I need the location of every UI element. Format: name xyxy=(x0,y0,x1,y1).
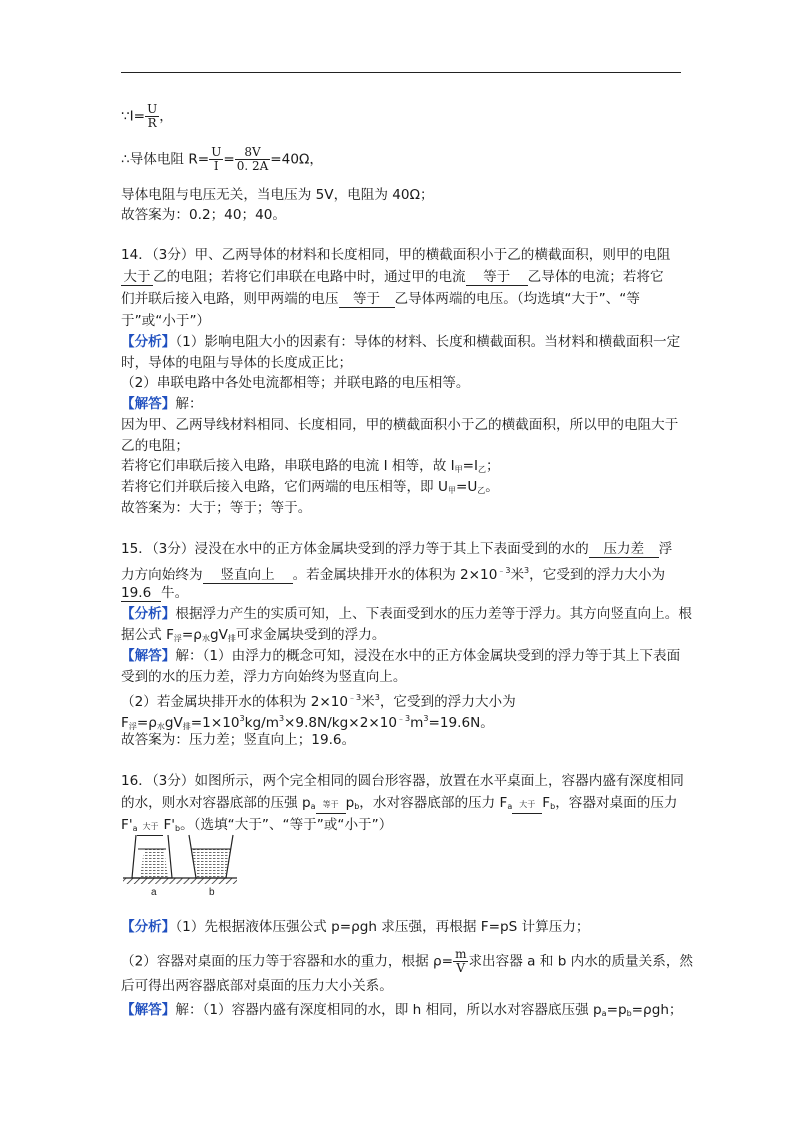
text: ，它受到的浮力大小为 xyxy=(529,567,666,583)
q15-answer: 故答案为：压力差；竖直向上；19.6。 xyxy=(121,732,356,748)
superscript: 3 xyxy=(524,566,530,575)
subscript: a xyxy=(507,802,513,811)
subscript: 水 xyxy=(156,722,165,731)
text: =1×10 xyxy=(190,715,240,731)
subscript: a xyxy=(310,802,316,811)
q14-line4: 于”或“小于”） xyxy=(121,313,211,329)
text: 米 xyxy=(361,694,375,710)
subscript: 乙 xyxy=(477,486,486,495)
q15-solution-line3 xyxy=(121,689,516,711)
numerator: 8V xyxy=(235,146,271,160)
text: 若将它们串联后接入电路，串联电路的电流 I 相等，故 I xyxy=(121,458,455,474)
q16-analysis-line2 xyxy=(121,948,693,975)
text: ， xyxy=(159,108,173,125)
q15-solution-line2: 受到的水的压力差，浮力方向始终为竖直向上。 xyxy=(121,669,407,685)
text: 。（选填“大于”、“等于”或“小于”） xyxy=(180,817,393,833)
q14-analysis-line2: 时，导体的电阻与导体的长度成正比； xyxy=(121,355,353,371)
text: 求出容器 a 和 b 内水的质量关系，然 xyxy=(468,953,694,970)
text: （1）影响电阻大小的因素有：导体的材料、长度和横截面积。当材料和横截面积一定 xyxy=(175,334,681,350)
solution-tag: 【解答】 xyxy=(121,396,176,412)
text: gV xyxy=(209,627,228,643)
text: =40Ω， xyxy=(270,151,323,168)
subscript: 浮 xyxy=(173,634,182,643)
text: F' xyxy=(121,817,133,833)
subscript: b xyxy=(354,802,360,811)
text: =p xyxy=(606,1002,627,1018)
q16-analysis-line3: 后可得出两容器底部对桌面的压力大小关系。 xyxy=(121,978,393,994)
q15-line1 xyxy=(121,540,672,558)
text: p xyxy=(345,795,355,811)
text: 牛。 xyxy=(161,585,189,601)
q14-solution-line3 xyxy=(121,457,500,479)
analysis-tag: 【分析】 xyxy=(121,606,176,622)
text: F xyxy=(121,715,129,731)
superscript: ﹣3 xyxy=(397,714,411,723)
q14-solution-line1: 因为甲、乙两导线材料相同、长度相同，甲的横截面积小于乙的横截面积，所以甲的电阻大于 xyxy=(121,417,679,433)
text: 的水，则水对容器底部的压强 p xyxy=(121,795,311,811)
denominator: I xyxy=(213,159,219,173)
q13-line3: 导体电阻与电压无关，当电压为 5V，电阻为 40Ω； xyxy=(121,187,434,203)
text: =I xyxy=(462,458,479,474)
text: =ρ xyxy=(181,627,202,643)
subscript: 浮 xyxy=(128,722,137,731)
text: （1）先根据液体压强公式 p=ρgh 求压强，再根据 F=pS 计算压力； xyxy=(175,919,590,935)
text: 。 xyxy=(485,479,499,495)
text: F xyxy=(542,795,551,811)
q13-since-line xyxy=(121,103,173,130)
q14-solution-line4 xyxy=(121,478,499,500)
text: 15．（3分）浸没在水中的正方体金属块受到的浮力等于其上下表面受到的水的 xyxy=(121,541,589,557)
q15-line2 xyxy=(121,562,665,584)
text: 们并联后接入电路，则甲两端的电压 xyxy=(121,291,339,307)
text: ，容器对桌面的压力 xyxy=(555,795,678,811)
subscript: a xyxy=(132,824,138,833)
text: 乙导体两端的电压。（均选填“大于”、“等 xyxy=(394,291,640,307)
figure-label-a: a xyxy=(151,887,157,898)
text: ∴导体电阻 R= xyxy=(121,151,210,168)
q15-line3 xyxy=(121,584,188,602)
superscript: ﹣3 xyxy=(348,693,362,702)
numerator: U xyxy=(147,102,158,116)
text: ，它受到的浮力大小为 xyxy=(379,694,516,710)
numerator: U xyxy=(211,145,222,159)
answer-blank: 19.6 xyxy=(121,585,161,602)
text: =U xyxy=(455,479,478,495)
q16-analysis-line1 xyxy=(121,918,590,936)
fraction-8v-over-02a xyxy=(235,146,271,173)
answer-blank: 大于 xyxy=(512,797,542,814)
text: 解：（1）由浮力的概念可知，浸没在水中的正方体金属块受到的浮力等于其上下表面 xyxy=(175,648,681,664)
figure-label-b: b xyxy=(209,887,215,898)
subscript: 甲 xyxy=(447,486,456,495)
text: 若将它们并联后接入电路，它们两端的电压相等，即 U xyxy=(121,479,448,495)
q14-line3 xyxy=(121,290,640,308)
q14-solution-line2: 乙的电阻； xyxy=(121,438,189,454)
answer-blank: 等于 xyxy=(316,797,346,814)
text: 可求金属块受到的浮力。 xyxy=(235,627,386,643)
superscript: 3 xyxy=(278,714,285,723)
q14-analysis-line3: （2）串联电路中各处电流都相等；并联电路的电压相等。 xyxy=(121,375,470,391)
text: （2）若金属块排开水的体积为 2×10 xyxy=(121,694,349,710)
subscript: a xyxy=(601,1009,607,1018)
table-hatch xyxy=(123,878,237,884)
q16-solution-line1 xyxy=(121,1001,683,1023)
text: （2）容器对桌面的压力等于容器和水的重力，根据 ρ= xyxy=(121,953,454,970)
solution-tag: 【解答】 xyxy=(121,648,176,664)
text: 米 xyxy=(510,567,525,583)
text: ，水对容器底部的压力 F xyxy=(359,795,508,811)
subscript: 甲 xyxy=(454,465,463,474)
answer-blank: 竖直向上 xyxy=(203,567,293,584)
q15-analysis-line2 xyxy=(121,626,385,648)
answer-blank: 等于 xyxy=(466,269,528,286)
q13-answer: 故答案为：0.2；40；40。 xyxy=(121,207,286,223)
subscript: 排 xyxy=(182,722,191,731)
q15-analysis-line1 xyxy=(121,605,692,623)
subscript: b xyxy=(626,1009,632,1018)
text: 。若金属块排开水的体积为 2×10 xyxy=(292,567,498,583)
text: 浮 xyxy=(658,541,673,557)
q13-resistance-line xyxy=(121,146,323,173)
q14-analysis-line1 xyxy=(121,333,680,351)
analysis-tag: 【分析】 xyxy=(121,919,176,935)
text: m xyxy=(410,715,424,731)
denominator: R xyxy=(147,116,157,130)
text: kg/m xyxy=(244,715,279,731)
fraction-m-over-v xyxy=(453,948,468,975)
fraction-u-over-r xyxy=(145,103,159,130)
text: 乙导体的电流；若将它 xyxy=(527,269,664,285)
text: 根据浮力产生的实质可知，上、下表面受到水的压力差等于浮力。其方向竖直向上。根 xyxy=(175,606,692,622)
subscript: 水 xyxy=(201,634,210,643)
text: gV xyxy=(164,715,183,731)
q14-line2 xyxy=(121,268,664,286)
superscript: 3 xyxy=(239,714,245,723)
denominator: 0. 2A xyxy=(236,159,269,173)
superscript: 3 xyxy=(374,693,380,702)
text: ∵I= xyxy=(121,108,146,125)
q16-line1: 16．（3分）如图所示，两个完全相同的圆台形容器，放置在水平桌面上，容器内盛有深度相同 xyxy=(121,773,684,789)
subscript: 乙 xyxy=(478,465,487,474)
numerator: m xyxy=(455,947,467,961)
subscript: 排 xyxy=(227,634,236,643)
subscript: b xyxy=(175,824,181,833)
superscript: ﹣3 xyxy=(497,566,511,575)
solution-tag: 【解答】 xyxy=(121,1002,176,1018)
text: ×9.8N/kg×2×10 xyxy=(284,715,398,731)
answer-blank: 等于 xyxy=(339,291,395,308)
text: =ρ xyxy=(136,715,157,731)
q14-answer: 故答案为：大于；等于；等于。 xyxy=(121,500,312,516)
q14-line1: 14．（3分）甲、乙两导体的材料和长度相同，甲的横截面积小于乙的横截面积，则甲的电阻 xyxy=(121,247,671,263)
header-rule xyxy=(121,72,681,73)
denominator: V xyxy=(456,961,466,975)
text: 据公式 F xyxy=(121,627,174,643)
text: =19.6N。 xyxy=(428,715,494,731)
text: 力方向始终为 xyxy=(121,567,203,583)
q14-solution-head xyxy=(121,395,203,413)
water-b xyxy=(192,849,230,878)
text: = xyxy=(223,151,235,168)
q15-solution-line1 xyxy=(121,647,680,665)
text: =ρgh； xyxy=(631,1002,683,1018)
text: F' xyxy=(163,817,176,833)
subscript: b xyxy=(550,802,556,811)
text: 解：（1）容器内盛有深度相同的水，即 h 相同，所以水对容器底压强 p xyxy=(175,1002,602,1018)
answer-blank: 大于 xyxy=(121,269,153,286)
containers-figure xyxy=(121,833,239,899)
fraction-u-over-i xyxy=(209,146,223,173)
answer-blank: 大于 xyxy=(137,819,163,836)
superscript: 3 xyxy=(423,714,429,723)
text: ； xyxy=(486,458,500,474)
water-a xyxy=(140,849,168,878)
analysis-tag: 【分析】 xyxy=(121,334,176,350)
text: 解： xyxy=(175,396,203,412)
answer-blank: 压力差 xyxy=(589,541,659,558)
text: 乙的电阻；若将它们串联在电路中时，通过甲的电流 xyxy=(153,269,466,285)
q16-line2 xyxy=(121,794,678,816)
